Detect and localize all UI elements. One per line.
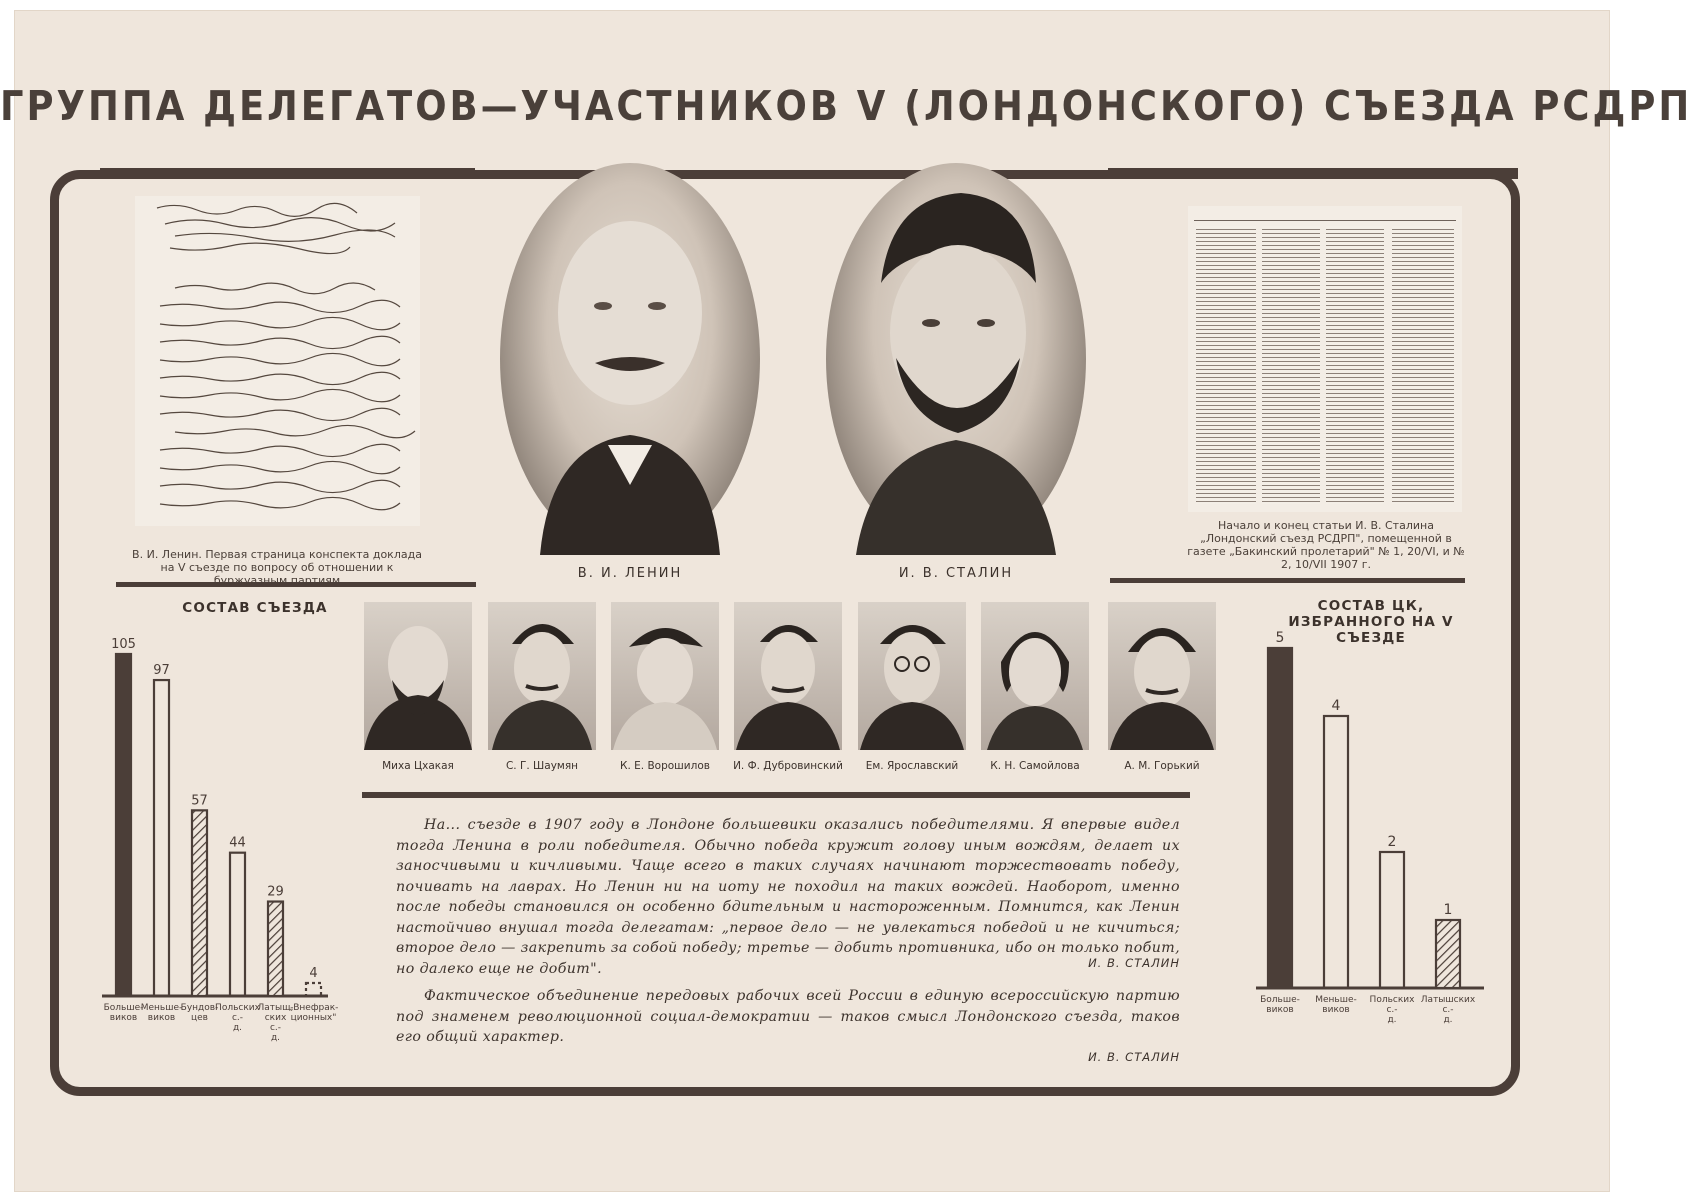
delegate-name: Миха Цхакая — [382, 760, 454, 772]
delegate-name: С. Г. Шаумян — [505, 760, 579, 772]
chart-category-label: Меньше-виков — [1315, 995, 1357, 1015]
center-rule — [362, 792, 1190, 798]
chart-bar — [1380, 852, 1404, 988]
chart-value-label: 105 — [111, 637, 136, 652]
stalin-quote-2: Фактическое объединение передовых рабочих всей России в единую всероссийскую партию под знаменем революционной социал-демократии — таков смысл Лондонского съезда, таков его общий характер. — [396, 988, 1180, 1045]
chart-category-label: Польских с.-д. — [215, 1003, 260, 1033]
chart-value-label: 2 — [1387, 834, 1397, 850]
central-committee-title: СОСТАВ ЦК, ИЗБРАННОГО НА V СЪЕЗДЕ — [1288, 598, 1454, 646]
lenin-portrait-figure — [500, 163, 760, 555]
delegate-photo — [734, 602, 842, 750]
chart-value-label: 97 — [153, 663, 170, 679]
lenin-name: В. И. ЛЕНИН — [577, 566, 683, 581]
stalin-portrait — [826, 163, 1086, 555]
chart-bar — [116, 654, 131, 996]
stalin-quote-1: На... съезде в 1907 году в Лондоне большевики оказались победителями. Я впервые видел тогда Ленина в роли победителя. Обычно победа кружит голову иным вождям, делает их заносчивыми и кичливыми. Чаще всего в таких случаях начинают торжествовать победу, почивать на лаврах. Но Ленин ни на иоту не походил на таких вождей. Наоборот, именно после победы становился он особенно бдительным и настороженным. Помнится, как Ленин настойчиво внушал тогда делегатам: „первое дело — не увлекаться победой и не кичиться; второе дело — закрепить за собой победу; третье — добить противника, ибо он только побит, но далеко еще не добит". — [396, 817, 1180, 977]
handwriting-scribble — [135, 196, 420, 526]
chart-category-label: „Внефрак-ционных" — [288, 1003, 339, 1023]
delegate-photo — [488, 602, 596, 750]
delegate-photo — [981, 602, 1089, 750]
newspaper-column — [1326, 226, 1384, 504]
chart-category-label: Меньше-виков — [140, 1003, 183, 1023]
stalin-name: И. В. СТАЛИН — [898, 566, 1014, 581]
top-right-rule — [1108, 168, 1518, 179]
newspaper-header — [1194, 210, 1456, 221]
chart-category-label: Латышских с.-д. — [1420, 995, 1476, 1025]
chart-bar — [1436, 920, 1460, 988]
congress-composition-chart — [96, 612, 346, 1043]
quote-2-author: И. В. СТАЛИН — [1088, 1050, 1180, 1064]
newspaper-caption: Начало и конец статьи И. В. Сталина „Лондонский съезд РСДРП", помещенной в газете „Бакинский пролетарий" № 1, 20/VI, и № 2, 10/VII 1907 г. — [1187, 519, 1465, 571]
chart-category-label: Польских с.-д. — [1369, 995, 1415, 1025]
delegate-name: И. Ф. Дубровинский — [733, 760, 843, 772]
delegate-name: Ем. Ярославский — [865, 760, 959, 772]
newspaper-column — [1196, 226, 1256, 504]
newspaper-column — [1392, 226, 1454, 504]
chart-value-label: 5 — [1275, 630, 1285, 646]
newspaper-clipping — [1188, 206, 1462, 512]
chart-value-label: 57 — [191, 793, 208, 809]
chart-bar — [192, 810, 207, 996]
manuscript-caption: В. И. Ленин. Первая страница конспекта доклада на V съезде по вопросу об отношении к буржуазным партиям — [132, 548, 422, 587]
top-left-rule — [100, 168, 475, 179]
chart-bar — [306, 983, 321, 996]
congress-composition-title: СОСТАВ СЪЕЗДА — [182, 600, 328, 616]
chart-value-label: 4 — [309, 965, 318, 981]
chart-bar — [1268, 648, 1292, 988]
chart-value-label: 1 — [1443, 902, 1453, 918]
poster-title: ГРУППА ДЕЛЕГАТОВ—УЧАСТНИКОВ V (ЛОНДОНСКОГО) СЪЕЗДА РСДРП — [0, 82, 1692, 130]
chart-bar — [154, 680, 169, 996]
manuscript-page — [135, 196, 420, 526]
chart-value-label: 4 — [1331, 698, 1341, 714]
chart-category-label: Больше-виков — [1260, 995, 1300, 1015]
chart-value-label: 29 — [267, 884, 284, 900]
delegate-name: А. М. Горький — [1124, 760, 1200, 772]
stalin-portrait-figure — [826, 163, 1086, 555]
chart-category-label: Бундов-цев — [180, 1003, 219, 1023]
delegate-photo — [611, 602, 719, 750]
delegate-photo — [1108, 602, 1216, 750]
delegate-photo — [858, 602, 966, 750]
delegate-photo — [364, 602, 472, 750]
chart-bar — [230, 853, 245, 996]
chart-bar — [1324, 716, 1348, 988]
chart-category-label: Больше-виков — [103, 1003, 144, 1023]
delegate-name: К. Н. Самойлова — [990, 760, 1080, 772]
newspaper-column — [1262, 226, 1320, 504]
quote-1-author: И. В. СТАЛИН — [1088, 956, 1180, 970]
central-committee-chart — [1250, 612, 1500, 1032]
lenin-portrait — [500, 163, 760, 555]
delegate-name: К. Е. Ворошилов — [620, 760, 710, 772]
right-mid-rule — [1110, 578, 1465, 583]
chart-value-label: 44 — [229, 835, 246, 851]
chart-category-label: Латыш-ских с.-д. — [257, 1003, 294, 1043]
chart-bar — [268, 902, 283, 996]
